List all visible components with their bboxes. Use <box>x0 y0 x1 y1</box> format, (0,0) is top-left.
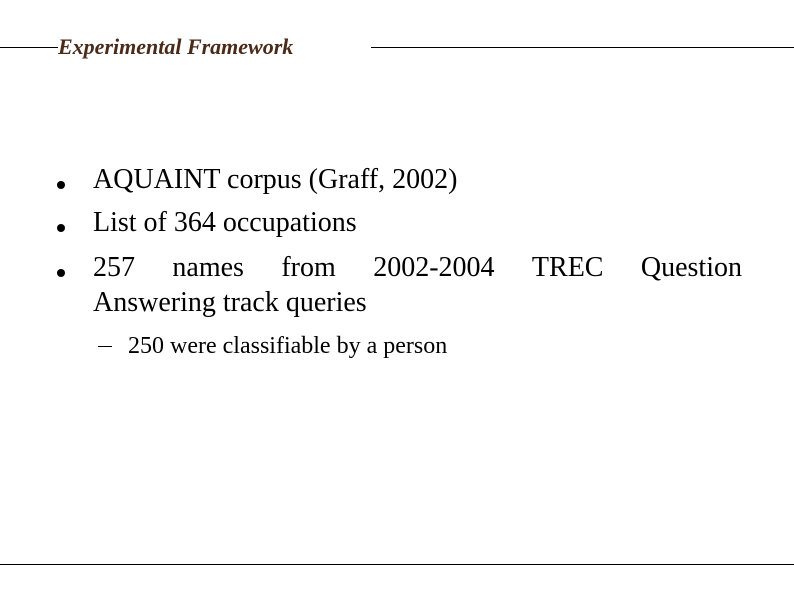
bullet-dot-icon <box>57 224 65 232</box>
bullet-word: TREC <box>531 252 604 283</box>
bullet-word: from <box>281 252 336 283</box>
bullet-dot-icon <box>57 269 65 277</box>
bullet-item-occupations: List of 364 occupations <box>93 207 357 238</box>
bullet-word: 2002-2004 <box>373 252 495 283</box>
bullet-word: names <box>172 252 244 283</box>
bullet-item-names-line1 <box>93 251 742 285</box>
bullet-item-names-line2: Answering track queries <box>93 287 367 318</box>
bullet-item-corpus: AQUAINT corpus (Graff, 2002) <box>93 164 458 195</box>
slide-title: Experimental Framework <box>58 34 294 59</box>
bullet-dot-icon <box>57 181 65 189</box>
bullet-word: Question <box>640 252 742 283</box>
bullet-word: 257 <box>93 252 135 283</box>
footer-rule <box>0 564 794 565</box>
sub-bullet-item-classifiable: 250 were classifiable by a person <box>128 333 448 359</box>
sub-bullet-dash-icon <box>98 346 112 347</box>
